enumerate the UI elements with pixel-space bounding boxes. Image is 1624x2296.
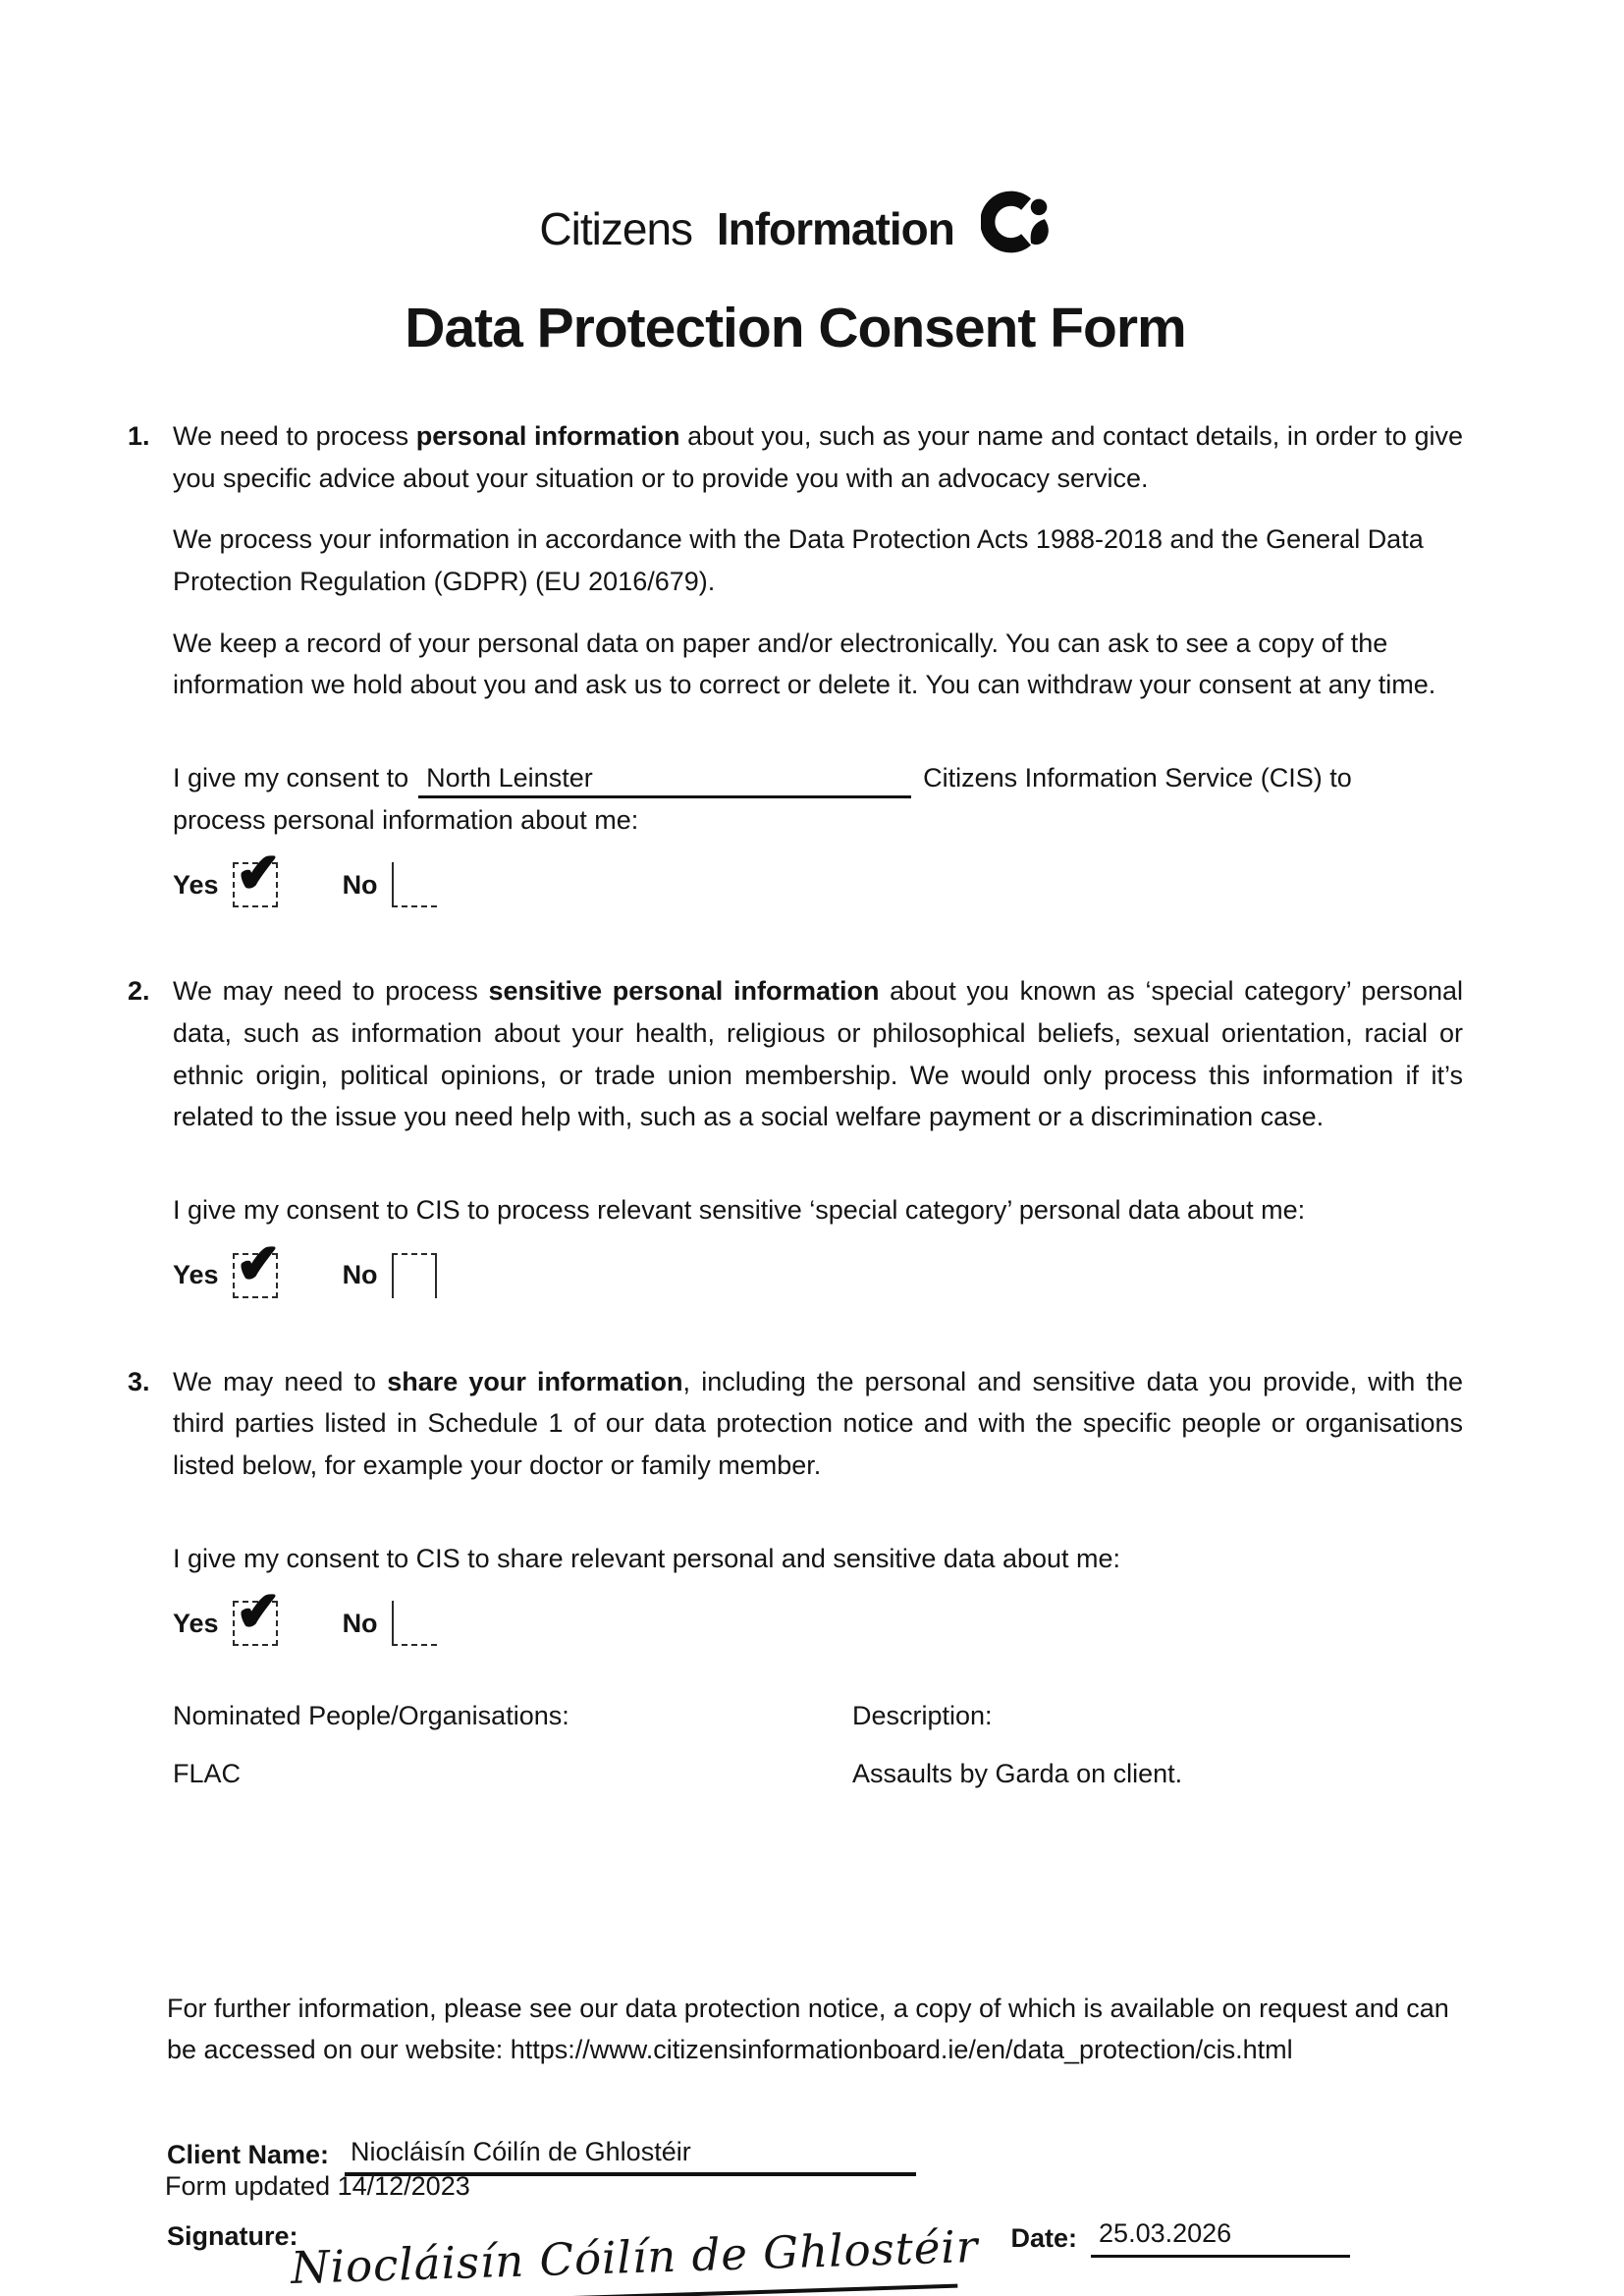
section-1-number: 1. (128, 421, 150, 452)
form-updated-note: Form updated 14/12/2023 (165, 2171, 470, 2202)
client-name-label: Client Name: (167, 2139, 330, 2169)
section-1-yes-checkbox[interactable] (233, 843, 282, 907)
section-1-paragraph-3: We keep a record of your personal data on paper and/or electronically. You can ask to see a copy of the information we hold about you and ask us to correct or delete it. You can withdraw your consent at any time. (173, 628, 1436, 700)
section-3-paragraph-1 (173, 1361, 1463, 1487)
cis-name-field[interactable] (418, 762, 911, 798)
checkmark-icon: ✔ (234, 1581, 282, 1643)
nominated-value-row (173, 1753, 1463, 1795)
signature-handwriting: Niocláisín Cóilín de Ghlostéir (289, 2219, 979, 2294)
ci-logo-icon (981, 187, 1052, 267)
nominated-label: Nominated People/Organisations: (173, 1701, 569, 1731)
section-3-no-checkbox[interactable] (392, 1601, 437, 1646)
description-label: Description: (852, 1701, 993, 1731)
section-3-number: 3. (128, 1366, 150, 1396)
section-3 (128, 1361, 1463, 1795)
section-1-no-checkbox[interactable] (392, 862, 437, 907)
checkmark-icon: ✔ (234, 843, 282, 904)
no-label: No (342, 1608, 378, 1638)
logo-word-citizens: Citizens (539, 202, 693, 254)
date-value: 25.03.2026 (1099, 2217, 1232, 2248)
section-1-yesno (173, 843, 1463, 915)
signature-row (167, 2202, 1463, 2296)
yes-label: Yes (173, 870, 219, 901)
section-2-number: 2. (128, 976, 150, 1007)
section-1-consent-line (173, 757, 1463, 799)
nominated-value: FLAC (173, 1758, 242, 1788)
section-2-consent-line: I give my consent to CIS to process relevant sensitive ‘special category’ personal data about me: (173, 1195, 1306, 1226)
date-label: Date: (1010, 2222, 1078, 2253)
nominated-header-row (173, 1695, 1463, 1737)
section-3-yes-checkbox[interactable] (233, 1581, 282, 1646)
citizens-information-logo (128, 192, 1463, 273)
page-title: Data Protection Consent Form (405, 296, 1186, 359)
date-field[interactable] (1091, 2217, 1350, 2258)
section-1-paragraph-1 (173, 415, 1463, 499)
section-1 (128, 415, 1463, 915)
section-2 (128, 970, 1463, 1305)
bold-run: share your information (387, 1366, 683, 1396)
section-3-yesno (173, 1581, 1463, 1654)
section-2-yes-checkbox[interactable] (233, 1232, 282, 1298)
section-1-paragraph-2: We process your information in accordance with the Data Protection Acts 1988-2018 and the General Data Protection Regulation (GDPR) (EU 2016/679). (173, 524, 1424, 597)
data-protection-notice-text: For further information, please see our data protection notice, a copy of which is available on request and can be accessed on our website: https://www.citizensinformationboard.ie/en/data_protection/cis.html (167, 1993, 1449, 2065)
bold-run: sensitive personal information (488, 976, 880, 1007)
client-name-value: Niocláisín Cóilín de Ghlostéir (351, 2137, 691, 2167)
no-label: No (342, 1260, 378, 1290)
consent-post-text: Citizens Information Service (CIS) to (923, 763, 1352, 793)
text-run: about you, such as your name and contact details, in order to give you specific advice about your situation or to provide you with an advocacy service. (173, 421, 1463, 493)
description-value: Assaults by Garda on client. (852, 1758, 1183, 1788)
no-label: No (342, 870, 378, 901)
text-run: , including the personal and sensitive data you provide, with the third parties listed in Schedule 1 of our data protection notice and with the specific people or organisations listed below, for example your doctor or family member. (173, 1366, 1463, 1480)
signature-label: Signature: (167, 2220, 298, 2251)
cis-name-value: North Leinster (426, 763, 593, 793)
checkmark-icon: ✔ (234, 1232, 282, 1294)
consent-pre-text: I give my consent to (173, 763, 409, 793)
section-1-consent-line-2: process personal information about me: (173, 804, 639, 835)
section-2-paragraph-1 (173, 970, 1463, 1138)
text-run: We may need to (173, 1366, 388, 1396)
section-3-consent-line: I give my consent to CIS to share relevant personal and sensitive data about me: (173, 1543, 1121, 1573)
text-run: We need to process (173, 421, 416, 452)
date-group (1011, 2202, 1351, 2260)
text-run: about you known as ‘special category’ personal data, such as information about your health, religious or philosophical beliefs, sexual orientation, racial or ethnic origin, political opinions, or trade union membership. We would only process this information if it’s related to the issue you need help with, such as a social welfare payment or a discrimination case. (173, 976, 1463, 1132)
logo-word-information: Information (716, 202, 954, 254)
yes-label: Yes (173, 1260, 219, 1290)
section-2-yesno (173, 1232, 1463, 1306)
bold-run: personal information (415, 421, 680, 452)
text-run: We may need to process (173, 976, 489, 1007)
yes-label: Yes (173, 1608, 219, 1638)
section-2-no-checkbox[interactable] (392, 1253, 437, 1298)
